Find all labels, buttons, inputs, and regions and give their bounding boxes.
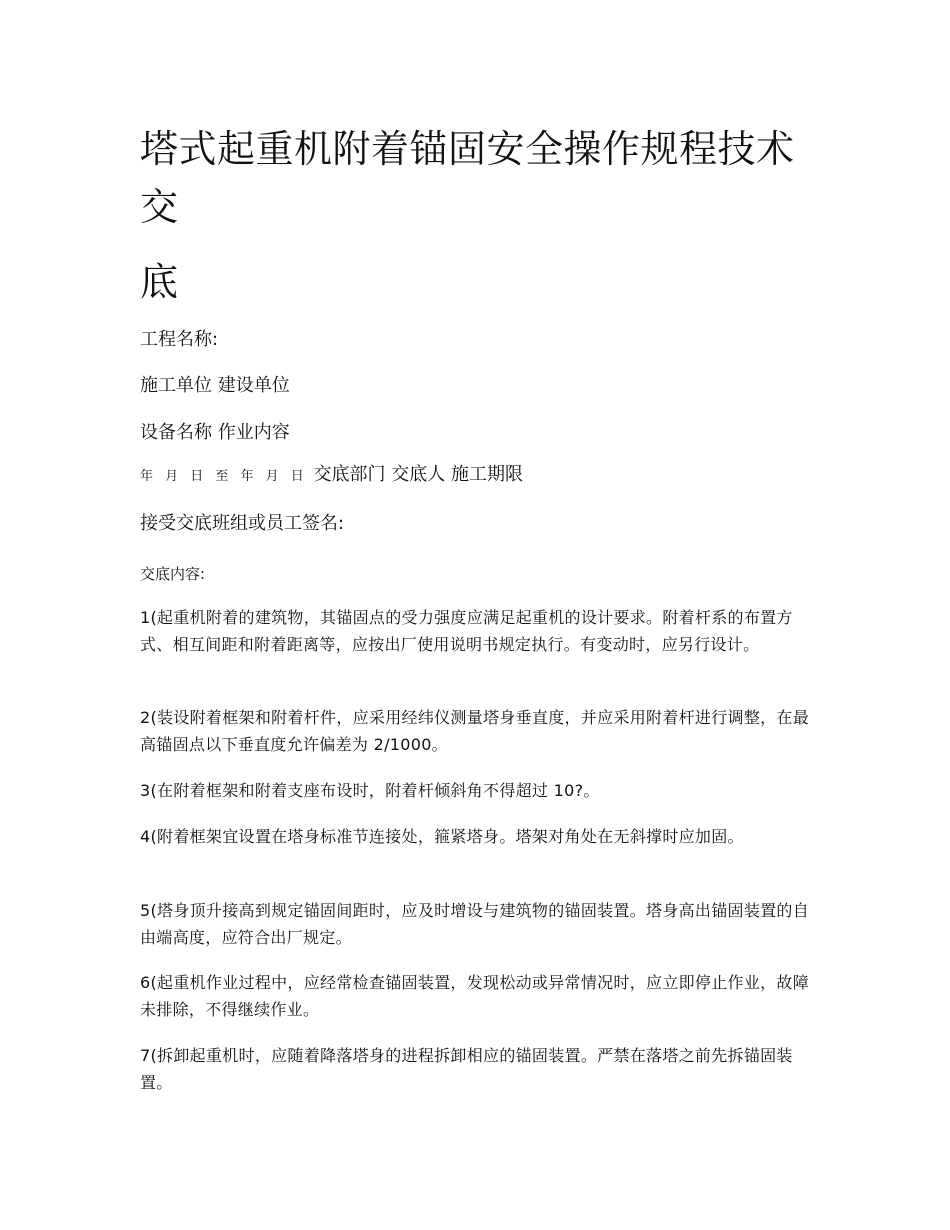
list-item: 3(在附着框架和附着支座布设时，附着杆倾斜角不得超过 10?。 (140, 781, 600, 800)
document-title-line-3: 底 (140, 260, 179, 304)
list-item: 4(附着框架宜设置在塔身标准节连接处，箍紧塔身。塔架对角处在无斜撑时应加固。 (140, 827, 744, 846)
document-title-line-1: 塔式起重机附着锚固安全操作规程技术 (140, 127, 795, 171)
date-range: 年 月 日 至 年 月 日 (140, 469, 308, 484)
list-item: 2(装设附着框架和附着杆件，应采用经纬仪测量塔身垂直度，并应采用附着杆进行调整，在最高锚固点以下垂直度允许偏差为 2/1000。 (140, 708, 810, 754)
list-item: 6(起重机作业过程中，应经常检查锚固装置，发现松动或异常情况时，应立即停止作业，故障未排除，不得继续作业。 (140, 973, 810, 1019)
content-label: 交底内容: (140, 565, 206, 583)
project-name-field: 工程名称: (140, 329, 219, 350)
list-item: 1(起重机附着的建筑物，其锚固点的受力强度应满足起重机的设计要求。附着杆系的布置方式、相互间距和附着距离等，应按出厂使用说明书规定执行。有变动时，应另行设计。 (140, 608, 793, 654)
list-item: 5(塔身顶升接高到规定锚固间距时，应及时增设与建筑物的锚固装置。塔身高出锚固装置的自由端高度，应符合出厂规定。 (140, 901, 810, 947)
signature-field: 接受交底班组或员工签名: (140, 513, 345, 534)
units-field: 施工单位 建设单位 (140, 375, 290, 396)
period-labels: 交底部门 交底人 施工期限 (307, 464, 523, 485)
list-item: 7(拆卸起重机时，应随着降落塔身的进程拆卸相应的锚固装置。严禁在落塔之前先拆锚固装置。 (140, 1046, 793, 1092)
document-title-line-2: 交 (140, 185, 179, 229)
period-field (140, 462, 523, 490)
equipment-field: 设备名称 作业内容 (140, 422, 290, 443)
